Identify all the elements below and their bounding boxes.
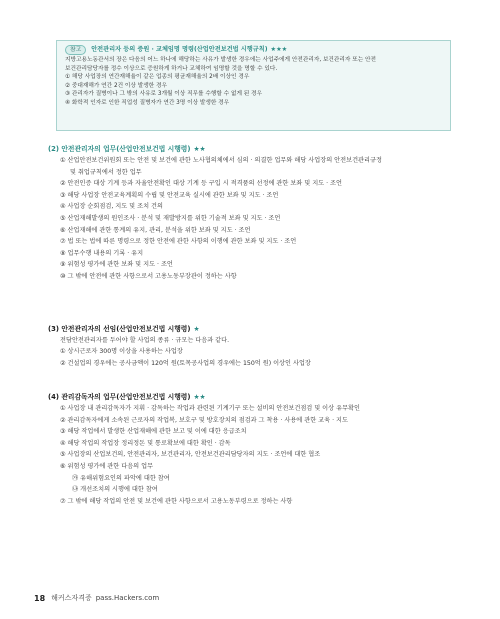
list-item: ⑧ 업무수행 내용의 기록 · 유지 [60,249,144,257]
reference-paragraph-line: 보건관리담당자를 정수 이상으로 증원하게 하거나 교체하여 임명할 것을 명할 수 있다. [65,65,278,72]
list-item: ⑥ 위험성 평가에 관한 다음의 업무 [60,462,154,470]
list-item: ⑥ 산업재해에 관한 통계의 유지, 관리, 분석을 위한 보좌 및 지도 · 조언 [60,226,251,234]
section-title-text: 관리감독자의 업무(산업안전보건법 시행령) [61,393,191,401]
section-title-text: 안전관리자의 업무(산업안전보건법 시행령) [61,145,191,153]
list-item: ⑩ 그 밖에 안전에 관한 사항으로서 고용노동부장관이 정하는 사항 [60,272,237,280]
list-item: ② 안전인증 대상 기계 등과 자율안전확인 대상 기계 등 구입 시 적격품의 선정에 관한 보좌 및 지도 · 조언 [60,180,342,188]
list-item: ② 관리감독자에게 소속된 근로자의 작업복, 보호구 및 방호장치의 점검과 그 착용 · 사용에 관한 교육 · 지도 [60,416,348,424]
reference-paragraph [65,56,442,73]
list-item: ③ 해당 사업장 안전교육계획의 수립 및 안전교육 실시에 관한 보좌 및 지도 · 조언 [60,191,279,199]
reference-paragraph-line: 지방고용노동관서의 장은 다음의 어느 하나에 해당하는 사유가 발생한 경우에는 사업주에게 안전관리자, 보건관리자 또는 안전 [65,57,377,63]
section-number: (4) [48,393,62,401]
list-item: ③ 해당 작업에서 발생한 산업재해에 관한 보고 및 이에 대한 응급조치 [60,428,247,436]
footer-book-name: 해커스자격증 [51,594,92,602]
page-number: 18 [34,593,46,603]
reference-item: ④ 화학적 인자로 인한 직업성 질병자가 연간 3명 이상 발생한 경우 [65,99,230,106]
section-title [48,144,453,155]
list-item-continuation: 및 취업규칙에서 정한 업무 [70,168,142,176]
section-title [48,324,453,335]
reference-stars: ★★★ [270,46,288,53]
reference-item: ② 중대재해가 연간 2건 이상 발생한 경우 [65,82,167,89]
importance-stars: ★★ [193,145,206,153]
section-supervisor-duties [48,392,453,507]
list-item: ④ 해당 작업의 작업장 정리정돈 및 통로확보에 대한 확인 · 감독 [60,439,231,447]
reference-header [65,45,442,55]
reference-item: ① 해당 사업장의 연간재해율이 같은 업종의 평균재해율의 2배 이상인 경우 [65,74,250,81]
sub-list-item: ㉮ 유해위험요인의 파악에 대한 참여 [72,474,170,482]
section-title-text: 안전관리자의 선임(산업안전보건법 시행령) [61,325,191,333]
list-item: ① 상시근로자 300명 이상을 사용하는 사업장 [60,348,183,355]
reference-title: 안전관리자 등의 증원 · 교체임명 명령(산업안전보건법 시행규칙) [91,46,268,53]
importance-stars: ★★ [193,393,206,401]
footer-url: pass.Hackers.com [95,594,160,602]
section-number: (2) [48,145,62,153]
list-item: ⑦ 그 밖에 해당 작업의 안전 및 보건에 관한 사항으로서 고용노동부령으로 정하는 사항 [60,497,293,505]
list-item: ⑨ 위험성 평가에 관한 보좌 및 지도 · 조언 [60,261,173,269]
list-item: ⑤ 사업장의 산업보건의, 안전관리자, 보건관리자, 안전보건관리담당자의 지도 · 조언에 대한 협조 [60,451,321,459]
section-number: (3) [48,325,62,333]
list-item: ② 건설업의 경우에는 공사금액이 120억 원(토목공사업의 경우에는 150억 원) 이상인 사업장 [60,359,311,367]
list-item: ① 산업안전보건위원회 또는 안전 및 보건에 관한 노사협의체에서 심의 · 의결한 업무와 해당 사업장의 안전보건관리규정 [60,157,382,164]
list-item: ⑦ 법 또는 법에 따른 명령으로 정한 안전에 관한 사항의 이행에 관한 보좌 및 지도 · 조언 [60,238,297,246]
sub-list-item: ㉯ 개선조치의 시행에 대한 참여 [72,486,158,494]
reference-item: ③ 관리자가 질병이나 그 밖의 사유로 3개월 이상 직무를 수행할 수 없게 된 경우 [65,91,263,98]
reference-badge: 참고 [65,45,86,55]
section-title [48,392,453,403]
reference-box [56,40,451,131]
importance-stars: ★ [193,325,200,333]
list-item: ① 사업장 내 관리감독자가 지휘 · 감독하는 작업과 관련된 기계기구 또는 설비의 안전보건점검 및 이상 유무확인 [60,405,361,412]
list-item: ⑤ 산업재해발생의 원인조사 · 분석 및 재발방지를 위한 기술적 보좌 및 지도 · 조언 [60,214,281,222]
page-footer [34,593,159,603]
section-description: 전담안전관리자를 두어야 할 사업의 종류 · 규모는 다음과 같다. [60,337,230,344]
list-item: ④ 사업장 순회점검, 지도 및 조치 건의 [60,203,163,211]
section-safety-manager-appointment [48,324,453,369]
section-safety-manager-duties [48,144,453,283]
